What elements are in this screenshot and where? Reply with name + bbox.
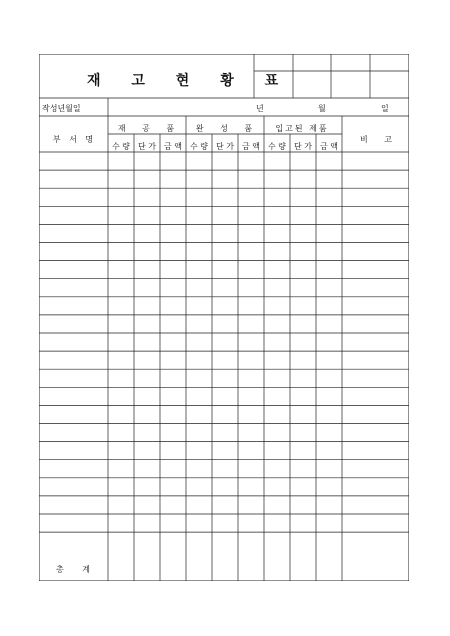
department-header: 부 서 명 <box>52 135 94 144</box>
subheader-quantity: 수 량 <box>190 142 208 151</box>
subheader-amount: 금 액 <box>164 142 182 151</box>
subheader-unit-price: 단 가 <box>138 142 156 151</box>
subheader-amount: 금 액 <box>320 142 338 151</box>
date-label: 작성년월일 <box>42 104 81 113</box>
form-title: 재 고 현 황 표 <box>87 73 292 89</box>
form-grid-lines <box>39 54 409 581</box>
total-label: 총 계 <box>56 565 90 574</box>
subheader-quantity: 수 량 <box>112 142 130 151</box>
subheader-amount: 금 액 <box>242 142 260 151</box>
group-header-finished-goods: 완 성 품 <box>195 124 253 133</box>
year-label: 년 <box>256 104 264 113</box>
inventory-status-form <box>39 54 409 581</box>
remarks-header: 비 고 <box>360 135 392 144</box>
group-header-work-in-process: 재 공 품 <box>117 124 175 133</box>
month-label: 월 <box>318 104 326 113</box>
subheader-quantity: 수 량 <box>268 142 286 151</box>
subheader-unit-price: 단 가 <box>216 142 234 151</box>
subheader-unit-price: 단 가 <box>294 142 312 151</box>
group-header-received-products: 입고된 제품 <box>275 124 329 133</box>
day-label: 일 <box>381 104 389 113</box>
